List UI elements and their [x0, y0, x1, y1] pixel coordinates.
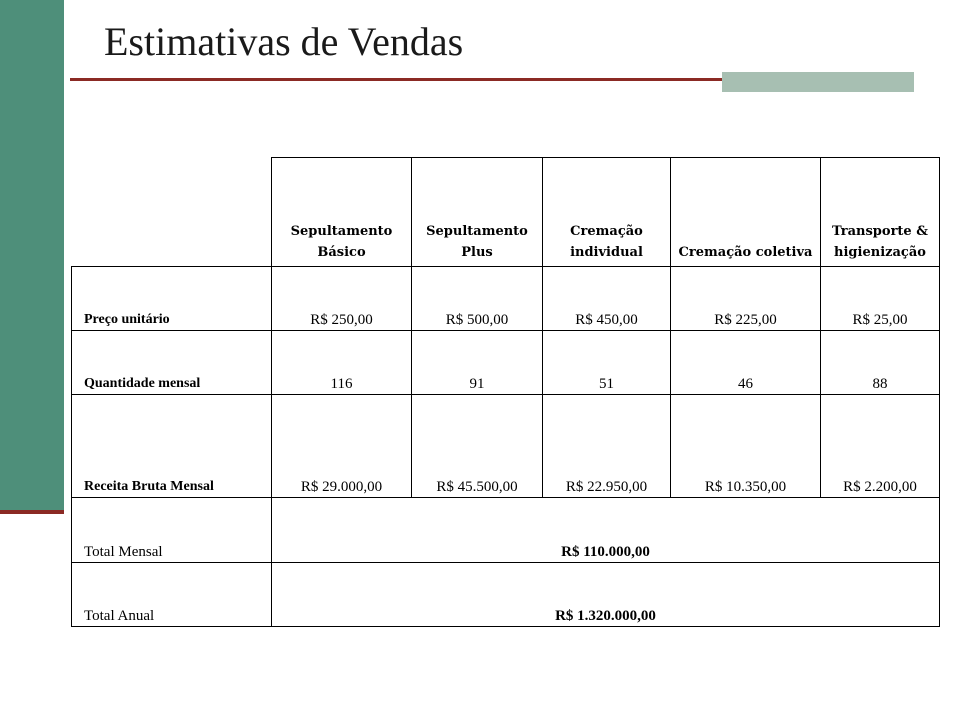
table-cell: 46 [671, 331, 821, 395]
left-accent-bar-base [0, 510, 64, 514]
table-cell: 91 [412, 331, 543, 395]
table-cell: R$ 225,00 [671, 267, 821, 331]
table-row [72, 331, 940, 395]
title-accent-block [722, 72, 914, 92]
table-header-row [72, 158, 940, 267]
column-header: Sepultamento Básico [272, 158, 412, 267]
column-header: Cremação individual [543, 158, 671, 267]
total-label: Total Mensal [72, 498, 272, 563]
table-cell: R$ 450,00 [543, 267, 671, 331]
row-label: Quantidade mensal [72, 331, 272, 395]
table-cell: R$ 2.200,00 [821, 395, 940, 498]
row-label: Receita Bruta Mensal [72, 395, 272, 498]
table-cell: R$ 25,00 [821, 267, 940, 331]
table-cell: R$ 22.950,00 [543, 395, 671, 498]
column-header: Cremação coletiva [671, 158, 821, 267]
table-row [72, 395, 940, 498]
table-row [72, 267, 940, 331]
total-label: Total Anual [72, 563, 272, 627]
table-cell: 51 [543, 331, 671, 395]
table-cell: R$ 250,00 [272, 267, 412, 331]
table-cell: R$ 45.500,00 [412, 395, 543, 498]
sales-estimate-table [71, 157, 940, 627]
slide-title: Estimativas de Vendas [104, 19, 464, 64]
table-cell: 88 [821, 331, 940, 395]
column-header: Transporte & higienização [821, 158, 940, 267]
total-row [72, 563, 940, 627]
table-cell: 116 [272, 331, 412, 395]
table-cell: R$ 29.000,00 [272, 395, 412, 498]
column-header: Sepultamento Plus [412, 158, 543, 267]
total-row [72, 498, 940, 563]
table-corner-cell [72, 158, 272, 267]
row-label: Preço unitário [72, 267, 272, 331]
total-value: R$ 1.320.000,00 [272, 563, 940, 627]
table-cell: R$ 10.350,00 [671, 395, 821, 498]
left-accent-bar [0, 0, 64, 512]
total-value: R$ 110.000,00 [272, 498, 940, 563]
table-cell: R$ 500,00 [412, 267, 543, 331]
